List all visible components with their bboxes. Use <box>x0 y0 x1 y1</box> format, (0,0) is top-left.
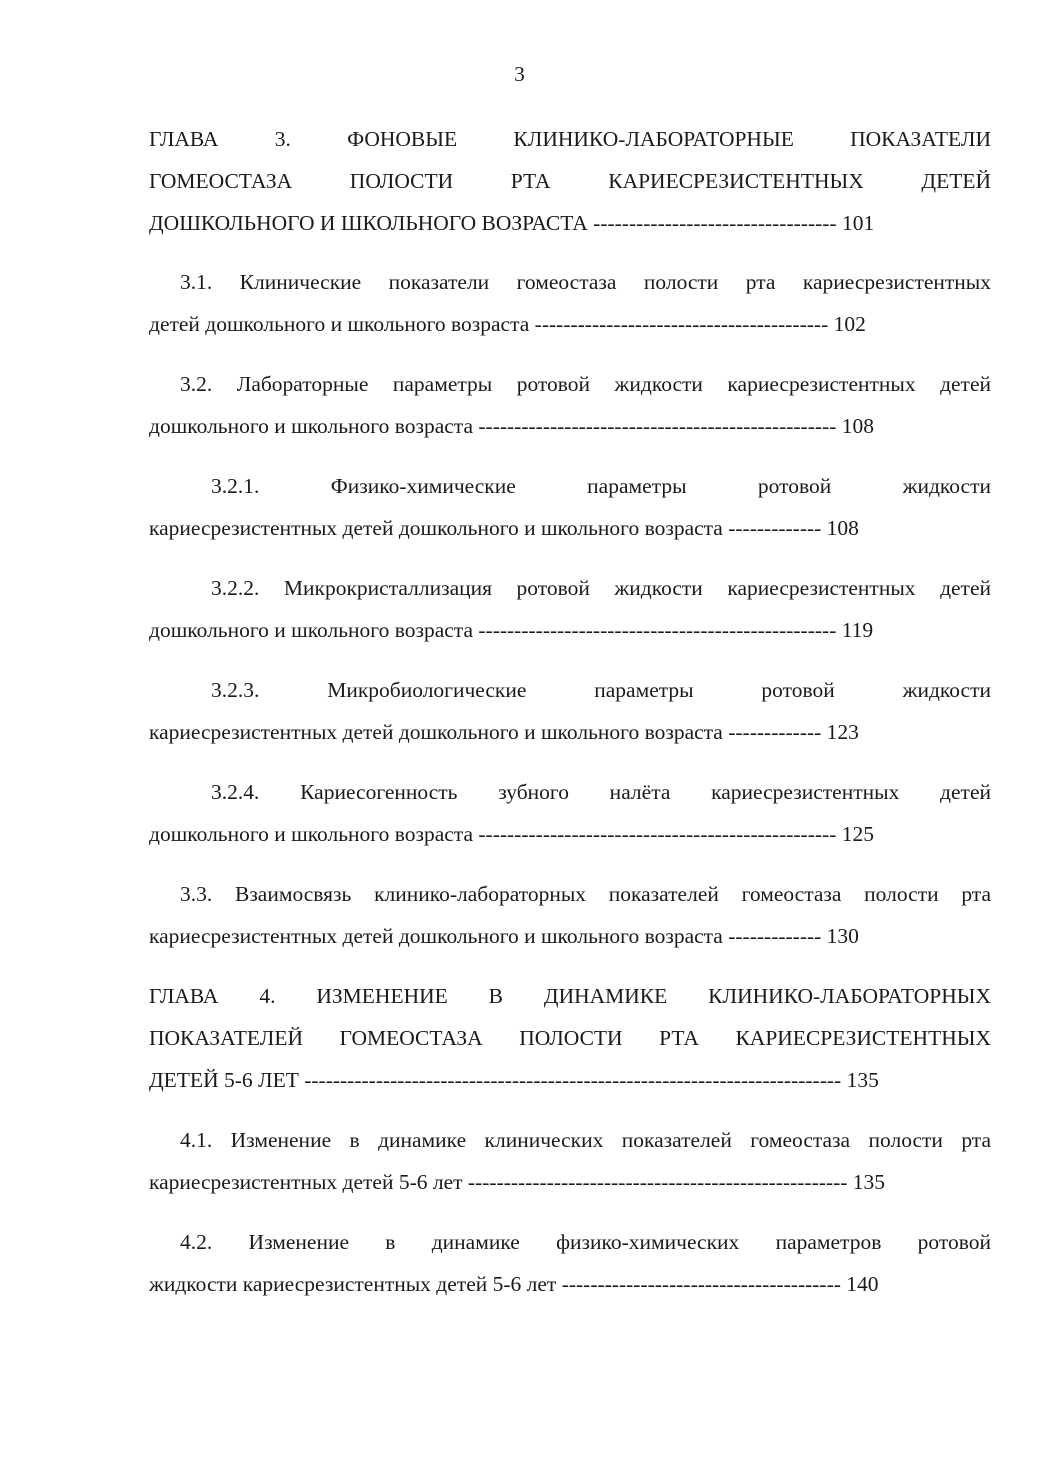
toc-line: 3.2.1. Физико-химические параметры ротовой жидкости <box>211 474 991 498</box>
toc-line-with-page: жидкости кариесрезистентных детей 5-6 лет --------------------------------------- 140 <box>149 1272 879 1296</box>
page-number: 3 <box>514 62 525 86</box>
toc-line: 3.3. Взаимосвязь клинико-лабораторных показателей гомеостаза полости рта <box>180 882 991 906</box>
toc-line: 3.2.4. Кариесогенность зубного налёта кариесрезистентных детей <box>211 780 991 804</box>
toc-line: 4.2. Изменение в динамике физико-химических параметров ротовой <box>180 1230 991 1254</box>
toc-line-with-page: ДОШКОЛЬНОГО И ШКОЛЬНОГО ВОЗРАСТА ---------------------------------- 101 <box>149 211 875 235</box>
toc-line: 3.2.3. Микробиологические параметры ротовой жидкости <box>211 678 991 702</box>
toc-line: 4.1. Изменение в динамике клинических показателей гомеостаза полости рта <box>180 1128 991 1152</box>
toc-line: ПОКАЗАТЕЛЕЙ ГОМЕОСТАЗА ПОЛОСТИ РТА КАРИЕСРЕЗИСТЕНТНЫХ <box>149 1026 991 1050</box>
toc-line: 3.2. Лабораторные параметры ротовой жидкости кариесрезистентных детей <box>180 372 991 396</box>
toc-line-with-page: дошкольного и школьного возраста -------------------------------------------------- 108 <box>149 414 874 438</box>
toc-line-with-page: ДЕТЕЙ 5-6 ЛЕТ --------------------------------------------------------------------------- 135 <box>149 1068 879 1092</box>
toc-line-with-page: дошкольного и школьного возраста -------------------------------------------------- 125 <box>149 822 874 846</box>
toc-line: ГЛАВА 4. ИЗМЕНЕНИЕ В ДИНАМИКЕ КЛИНИКО-ЛАБОРАТОРНЫХ <box>149 984 991 1008</box>
toc-line-with-page: детей дошкольного и школьного возраста ----------------------------------------- 102 <box>149 312 866 336</box>
toc-line-with-page: кариесрезистентных детей дошкольного и школьного возраста ------------- 123 <box>149 720 859 744</box>
toc-line-with-page: кариесрезистентных детей 5-6 лет ----------------------------------------------------- 135 <box>149 1170 886 1194</box>
toc-line-with-page: кариесрезистентных детей дошкольного и школьного возраста ------------- 108 <box>149 516 859 540</box>
toc-line: ГОМЕОСТАЗА ПОЛОСТИ РТА КАРИЕСРЕЗИСТЕНТНЫХ ДЕТЕЙ <box>149 169 991 193</box>
toc-line: 3.2.2. Микрокристаллизация ротовой жидкости кариесрезистентных детей <box>211 576 991 600</box>
toc-line-with-page: дошкольного и школьного возраста -------------------------------------------------- 119 <box>149 618 874 642</box>
toc-line-with-page: кариесрезистентных детей дошкольного и школьного возраста ------------- 130 <box>149 924 859 948</box>
toc-line: 3.1. Клинические показатели гомеостаза полости рта кариесрезистентных <box>180 270 991 294</box>
toc-line: ГЛАВА 3. ФОНОВЫЕ КЛИНИКО-ЛАБОРАТОРНЫЕ ПОКАЗАТЕЛИ <box>149 127 991 151</box>
